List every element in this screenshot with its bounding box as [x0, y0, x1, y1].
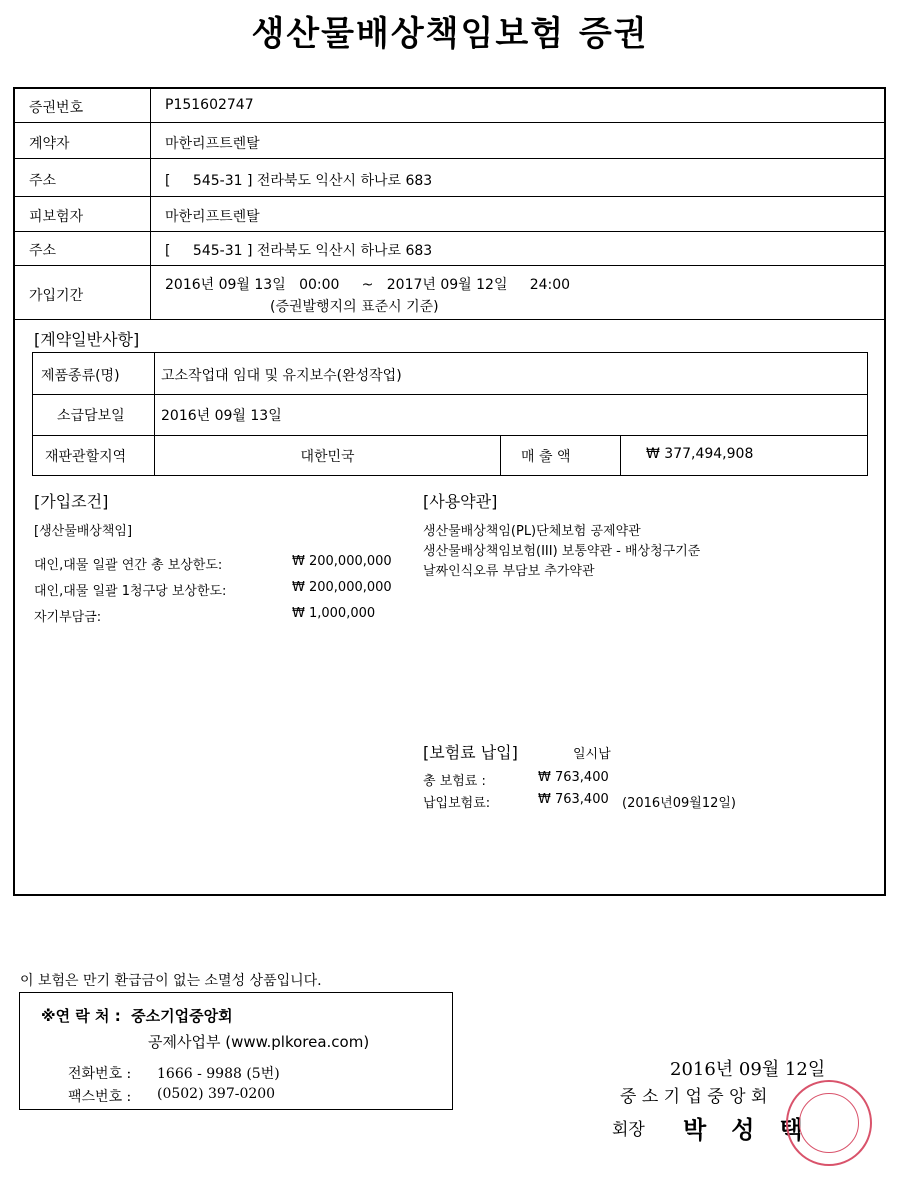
sales-label: 매 출 액 — [521, 449, 571, 465]
jurisdiction-label: 재판관할지역 — [45, 449, 127, 465]
general-heading: [계약일반사항] — [34, 330, 140, 349]
retro-date: 2016년 09월 13일 — [161, 408, 282, 424]
fax-number: (0502) 397-0200 — [157, 1086, 276, 1102]
address-2: [ 545-31 ] 전라북도 익산시 하나로 683 — [165, 243, 433, 259]
refund-notice: 이 보험은 만기 환급금이 없는 소멸성 상품입니다. — [20, 973, 322, 989]
fax-label: 팩스번호 : — [68, 1089, 132, 1105]
premium-total-value: ₩ 763,400 — [538, 770, 609, 785]
terms-item: 생산물배상책임(PL)단체보험 공제약관 — [423, 524, 641, 539]
president-title: 회장 — [612, 1120, 645, 1140]
premium-paid-label: 납입보험료: — [423, 796, 491, 811]
sales-amount: ₩ 377,494,908 — [646, 446, 754, 462]
premium-paid-date: (2016년09월12일) — [622, 796, 736, 811]
jurisdiction-value: 대한민국 — [300, 449, 355, 465]
address-1: [ 545-31 ] 전라북도 익산시 하나로 683 — [165, 173, 433, 189]
premium-heading: [보험료 납입] — [423, 743, 518, 762]
condition-label: 대인,대물 일괄 연간 총 보상한도: — [34, 558, 223, 573]
official-seal-inner-ring — [799, 1093, 859, 1153]
label-period: 가입기간 — [29, 288, 84, 304]
condition-value: ₩ 1,000,000 — [292, 606, 376, 621]
certificate-title: 생산물배상책임보험 증권 — [251, 14, 649, 54]
policy-table — [13, 87, 886, 896]
premium-mode: 일시납 — [573, 747, 611, 762]
policy-number: P151602747 — [165, 97, 254, 113]
condition-value: ₩ 200,000,000 — [292, 580, 392, 595]
insured-name: 마한리프트렌탈 — [165, 209, 260, 225]
terms-item: 생산물배상책임보험(III) 보통약관 - 배상청구기준 — [423, 544, 701, 559]
product-label: 제품종류(명) — [41, 368, 120, 384]
label-insured: 피보험자 — [29, 209, 84, 225]
issue-date: 2016년 09월 12일 — [670, 1059, 826, 1080]
retro-label: 소급담보일 — [57, 408, 125, 424]
premium-paid-value: ₩ 763,400 — [538, 792, 609, 807]
phone-number: 1666 - 9988 (5번) — [157, 1066, 280, 1082]
contact-department: 공제사업부 (www.plkorea.com) — [148, 1033, 370, 1051]
conditions-subheading: [생산물배상책임] — [34, 524, 133, 539]
label-policy-no: 증권번호 — [29, 100, 84, 116]
terms-item: 날짜인식오류 부담보 추가약관 — [423, 564, 595, 579]
president-name: 박 성 택 — [683, 1115, 803, 1144]
organization-name: 중 소 기 업 중 앙 회 — [620, 1087, 768, 1107]
general-table — [32, 352, 868, 476]
label-contractor: 계약자 — [29, 136, 70, 152]
contractor-name: 마한리프트렌탈 — [165, 136, 260, 152]
contact-box — [19, 992, 453, 1110]
condition-label: 자기부담금: — [34, 610, 102, 625]
premium-total-label: 총 보험료 : — [423, 774, 486, 789]
condition-label: 대인,대물 일괄 1청구당 보상한도: — [34, 584, 227, 599]
condition-value: ₩ 200,000,000 — [292, 554, 392, 569]
period-range: 2016년 09월 13일 00:00 ~ 2017년 09월 12일 24:00 — [165, 277, 571, 293]
terms-heading: [사용약관] — [423, 492, 498, 511]
label-address-1: 주소 — [29, 173, 57, 189]
phone-label: 전화번호 : — [68, 1066, 132, 1082]
conditions-heading: [가입조건] — [34, 492, 109, 511]
contact-title: ※연 락 처 : 중소기업중앙회 — [41, 1007, 233, 1025]
period-note: (증권발행지의 표준시 기준) — [270, 299, 439, 315]
label-address-2: 주소 — [29, 243, 57, 259]
product-value: 고소작업대 임대 및 유지보수(완성작업) — [161, 368, 402, 384]
